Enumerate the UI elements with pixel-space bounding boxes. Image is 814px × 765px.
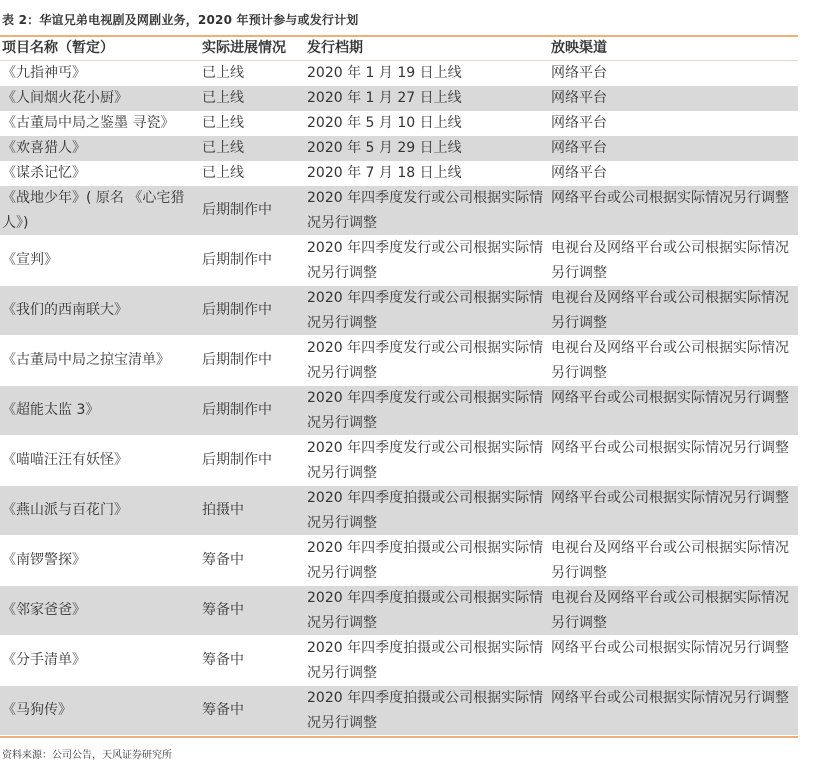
cell-schedule: 2020 年四季度发行或公司根据实际情况另行调整 bbox=[307, 440, 544, 481]
table-row bbox=[0, 336, 798, 386]
cell-schedule: 2020 年 1 月 19 日上线 bbox=[307, 65, 462, 81]
cell-status: 后期制作中 bbox=[202, 452, 272, 468]
cell-name: 《马狗传》 bbox=[2, 702, 72, 718]
cell-schedule: 2020 年 5 月 29 日上线 bbox=[307, 140, 462, 156]
cell-status: 后期制作中 bbox=[202, 202, 272, 218]
table-row bbox=[0, 686, 798, 736]
cell-name: 《超能太监 3》 bbox=[2, 402, 100, 418]
cell-name: 《战地少年》( 原名 《心宅猎人》) bbox=[2, 190, 185, 231]
table-row bbox=[0, 436, 798, 486]
cell-channel: 网络平台 bbox=[551, 165, 607, 181]
cell-schedule: 2020 年四季度拍摄或公司根据实际情况另行调整 bbox=[307, 490, 544, 531]
table-row bbox=[0, 636, 798, 686]
cell-status: 筹备中 bbox=[202, 602, 244, 618]
cell-channel: 网络平台或公司根据实际情况另行调整 bbox=[551, 440, 789, 456]
cell-channel: 网络平台或公司根据实际情况另行调整 bbox=[551, 190, 789, 206]
cell-channel: 网络平台 bbox=[551, 140, 607, 156]
header-channel: 放映渠道 bbox=[551, 40, 607, 56]
cell-channel: 网络平台或公司根据实际情况另行调整 bbox=[551, 690, 789, 706]
cell-name: 《宣判》 bbox=[2, 252, 58, 268]
table-row bbox=[0, 161, 798, 186]
cell-channel: 电视台及网络平台或公司根据实际情况另行调整 bbox=[551, 240, 789, 281]
cell-name: 《我们的西南联大》 bbox=[2, 302, 128, 318]
cell-status: 后期制作中 bbox=[202, 302, 272, 318]
cell-schedule: 2020 年四季度拍摄或公司根据实际情况另行调整 bbox=[307, 540, 544, 581]
cell-name: 《燕山派与百花门》 bbox=[2, 502, 128, 518]
cell-channel: 网络平台 bbox=[551, 115, 607, 131]
cell-schedule: 2020 年四季度发行或公司根据实际情况另行调整 bbox=[307, 390, 544, 431]
cell-schedule: 2020 年 5 月 10 日上线 bbox=[307, 115, 462, 131]
cell-status: 已上线 bbox=[202, 140, 244, 156]
cell-name: 《南锣警探》 bbox=[2, 552, 86, 568]
cell-name: 《人间烟火花小厨》 bbox=[2, 90, 128, 106]
cell-schedule: 2020 年 1 月 27 日上线 bbox=[307, 90, 462, 106]
cell-name: 《邻家爸爸》 bbox=[2, 602, 86, 618]
cell-schedule: 2020 年四季度发行或公司根据实际情况另行调整 bbox=[307, 340, 544, 381]
cell-schedule: 2020 年四季度发行或公司根据实际情况另行调整 bbox=[307, 290, 544, 331]
table-caption: 表 2：华谊兄弟电视剧及网剧业务，2020 年预计参与或发行计划 bbox=[2, 13, 359, 27]
cell-status: 筹备中 bbox=[202, 552, 244, 568]
data-table bbox=[0, 35, 798, 738]
source-note: 资料来源：公司公告，天风证券研究所 bbox=[2, 750, 172, 761]
cell-status: 已上线 bbox=[202, 165, 244, 181]
cell-schedule: 2020 年四季度发行或公司根据实际情况另行调整 bbox=[307, 190, 544, 231]
cell-status: 拍摄中 bbox=[202, 502, 244, 518]
cell-status: 后期制作中 bbox=[202, 402, 272, 418]
table-row bbox=[0, 61, 798, 86]
cell-schedule: 2020 年四季度拍摄或公司根据实际情况另行调整 bbox=[307, 640, 544, 681]
cell-channel: 网络平台 bbox=[551, 65, 607, 81]
cell-channel: 网络平台或公司根据实际情况另行调整 bbox=[551, 490, 789, 506]
cell-channel: 网络平台或公司根据实际情况另行调整 bbox=[551, 640, 789, 656]
cell-channel: 网络平台 bbox=[551, 90, 607, 106]
table-row bbox=[0, 536, 798, 586]
cell-status: 已上线 bbox=[202, 90, 244, 106]
header-project-name: 项目名称（暂定） bbox=[2, 40, 114, 56]
cell-schedule: 2020 年四季度发行或公司根据实际情况另行调整 bbox=[307, 240, 544, 281]
cell-status: 已上线 bbox=[202, 115, 244, 131]
table-row bbox=[0, 386, 798, 436]
cell-name: 《喵喵汪汪有妖怪》 bbox=[2, 452, 128, 468]
table-row bbox=[0, 586, 798, 636]
cell-status: 筹备中 bbox=[202, 652, 244, 668]
table-row bbox=[0, 86, 798, 111]
table-row bbox=[0, 486, 798, 536]
cell-channel: 电视台及网络平台或公司根据实际情况另行调整 bbox=[551, 540, 789, 581]
cell-channel: 电视台及网络平台或公司根据实际情况另行调整 bbox=[551, 290, 789, 331]
table-row bbox=[0, 236, 798, 286]
cell-channel: 网络平台或公司根据实际情况另行调整 bbox=[551, 390, 789, 406]
cell-name: 《九指神丐》 bbox=[2, 65, 86, 81]
cell-channel: 电视台及网络平台或公司根据实际情况另行调整 bbox=[551, 590, 789, 631]
cell-name: 《分手清单》 bbox=[2, 652, 86, 668]
table-row bbox=[0, 111, 798, 136]
cell-status: 后期制作中 bbox=[202, 252, 272, 268]
cell-status: 后期制作中 bbox=[202, 352, 272, 368]
cell-channel: 电视台及网络平台或公司根据实际情况另行调整 bbox=[551, 340, 789, 381]
cell-schedule: 2020 年四季度拍摄或公司根据实际情况另行调整 bbox=[307, 690, 544, 731]
cell-name: 《古董局中局之鉴墨 寻瓷》 bbox=[2, 115, 175, 131]
cell-name: 《古董局中局之掠宝清单》 bbox=[2, 352, 170, 368]
table-row bbox=[0, 136, 798, 161]
cell-name: 《谋杀记忆》 bbox=[2, 165, 86, 181]
table-bottom-rule bbox=[0, 736, 798, 738]
cell-name: 《欢喜猎人》 bbox=[2, 140, 86, 156]
table-header-row bbox=[0, 37, 798, 61]
cell-schedule: 2020 年 7 月 18 日上线 bbox=[307, 165, 462, 181]
header-status: 实际进展情况 bbox=[202, 40, 286, 56]
table-row bbox=[0, 286, 798, 336]
cell-schedule: 2020 年四季度拍摄或公司根据实际情况另行调整 bbox=[307, 590, 544, 631]
table-row bbox=[0, 186, 798, 236]
header-schedule: 发行档期 bbox=[307, 40, 363, 56]
cell-status: 已上线 bbox=[202, 65, 244, 81]
cell-status: 筹备中 bbox=[202, 702, 244, 718]
